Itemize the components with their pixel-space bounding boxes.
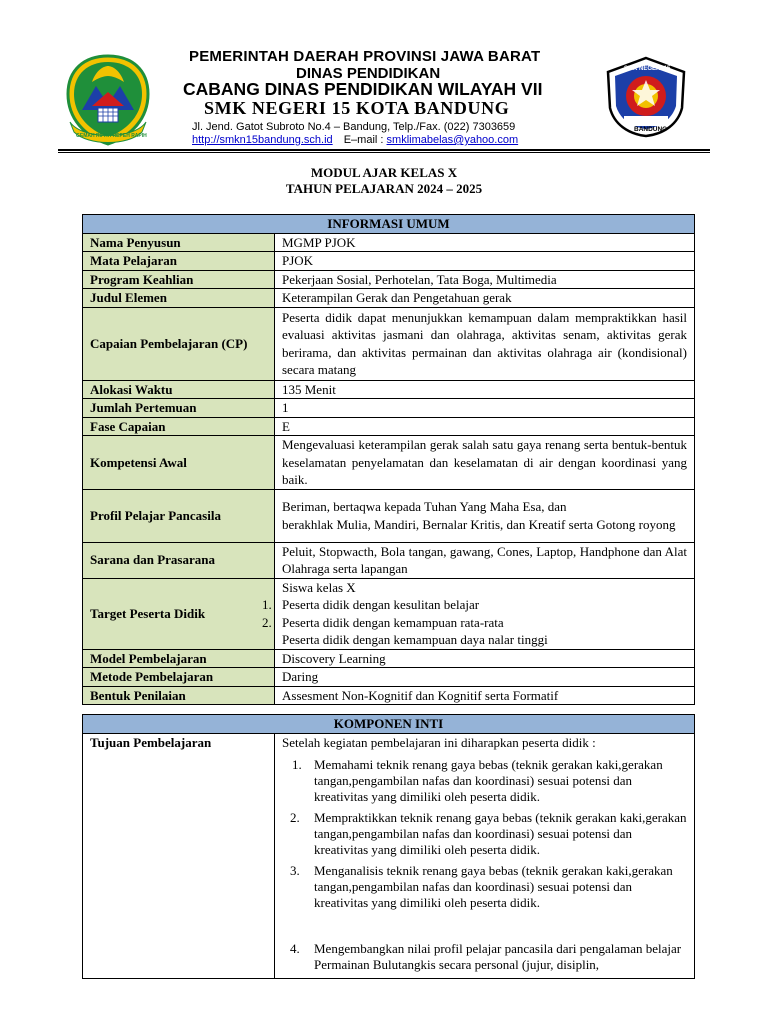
core-component-header: KOMPONEN INTI [83,715,695,734]
right-logo-city-text: BANDUNG [634,126,668,133]
initial-competence-value: Mengevaluasi keterampilan gerak salah satu gaya renang serta bentuk-bentuk keselamatan penyelamatan dan keselamatan di air dengan koordinasi yang baik. [275,436,695,490]
learning-objectives-label: Tujuan Pembelajaran [83,733,275,978]
author-value: MGMP PJOK [275,233,695,252]
list-item [282,941,687,973]
facilities-label: Sarana dan Prasarana [83,542,275,578]
table-header-row [83,715,695,734]
table-row [83,649,695,668]
general-information-table [82,214,695,705]
letterhead-divider-thin [58,152,710,153]
time-allocation-value: 135 Menit [275,380,695,399]
assessment-label: Bentuk Penilaian [83,686,275,705]
table-row [83,307,695,380]
objective-text: Menganalisis teknik renang gaya bebas (teknik gerakan kaki,gerakan tangan,pengambilan nafas dan koordinasi) sesuai potensi dan kreativitas yang dimiliki oleh peserta didik. [314,862,673,910]
list-number: 4. [290,940,300,956]
right-logo-school-text: SMK NEGERI 15 [624,66,671,72]
table-row [83,252,695,271]
table-row [83,733,695,978]
table-row [83,489,695,542]
program-label: Program Keahlian [83,270,275,289]
table-row [83,668,695,687]
element-label: Judul Elemen [83,289,275,308]
table-row [83,578,695,649]
letterhead-department: DINAS PENDIDIKAN [296,65,441,82]
email-link[interactable]: smklimabelas@yahoo.com [386,134,519,146]
phase-value: E [275,417,695,436]
table-row [83,233,695,252]
target-students-line [262,596,687,614]
objective-text: Mengembangkan nilai profil pelajar pancasila dari pengalaman belajar Permainan Bulutangkis secara personal (jujur, disiplin, [314,940,682,972]
table-row [83,380,695,399]
letterhead-divider [58,149,710,151]
learning-objectives-value [275,733,695,978]
pancasila-profile-line1: Beriman, bertaqwa kepada Tuhan Yang Maha Esa, dan [282,499,567,514]
target-students-text: Peserta didik dengan kemampuan rata-rata [282,614,504,630]
list-number: 3. [290,862,300,878]
list-item [282,757,687,805]
meeting-count-value: 1 [275,399,695,418]
document-title [0,165,768,197]
table-row [83,270,695,289]
pancasila-profile-line2: berakhlak Mulia, Mandiri, Bernalar Kritis, dan Kreatif serta Gotong royong [282,516,676,532]
table-row [83,417,695,436]
learning-model-label: Model Pembelajaran [83,649,275,668]
learning-model-value: Discovery Learning [275,649,695,668]
assessment-value: Assesment Non-Kognitif dan Kognitif serta Formatif [275,686,695,705]
author-label: Nama Penyusun [83,233,275,252]
subject-label: Mata Pelajaran [83,252,275,271]
subject-value: PJOK [275,252,695,271]
list-number: 1. [262,597,272,612]
list-number: 2. [262,614,272,630]
table-header-row [83,215,695,234]
title-academic-year: TAHUN PELAJARAN 2024 – 2025 [285,181,483,196]
learning-method-value: Daring [275,668,695,687]
objectives-intro: Setelah kegiatan pembelajaran ini diharapkan peserta didik : [282,734,596,750]
list-number: 2. [290,809,300,825]
letterhead-school-name: SMK NEGERI 15 KOTA BANDUNG [204,98,510,118]
letterhead-address: Jl. Jend. Gatot Subroto No.4 – Bandung, Telp./Fax. (022) 7303659 [192,121,516,133]
general-information-header: INFORMASI UMUM [83,215,695,234]
target-students-line: Siswa kelas X [282,579,356,595]
letterhead-branch: CABANG DINAS PENDIDIKAN WILAYAH VII [183,79,543,99]
target-students-line [262,614,687,632]
target-students-line: Peserta didik dengan kemampuan daya nalar tinggi [282,632,548,647]
pancasila-profile-value [275,489,695,542]
facilities-value: Peluit, Stopwacth, Bola tangan, gawang, Cones, Laptop, Handphone dan Alat Olahraga serta lapangan [275,542,695,578]
objectives-list [282,757,687,973]
meeting-count-label: Jumlah Pertemuan [83,399,275,418]
left-logo-motto: GEMAH RIPAH REPEH RAPIH [76,133,147,139]
list-item [282,810,687,858]
time-allocation-label: Alokasi Waktu [83,380,275,399]
pancasila-profile-label: Profil Pelajar Pancasila [83,489,275,542]
letterhead-contact [192,134,518,146]
initial-competence-label: Kompetensi Awal [83,436,275,490]
email-label: E–mail : [343,134,384,146]
letterhead-government: PEMERINTAH DAERAH PROVINSI JAWA BARAT [189,48,541,65]
phase-label: Fase Capaian [83,417,275,436]
list-number: 1. [292,756,302,772]
objective-text: Mempraktikkan teknik renang gaya bebas (teknik gerakan kaki,gerakan tangan,pengambilan nafas dan koordinasi) sesuai potensi dan kreativitas yang dimiliki oleh peserta didik. [314,809,687,857]
list-item [282,863,687,911]
table-row [83,399,695,418]
objective-text: Memahami teknik renang gaya bebas (teknik gerakan kaki,gerakan tangan,pengambilan nafas dan koordinasi) sesuai potensi dan kreativitas yang dimiliki oleh peserta didik. [314,756,663,804]
target-students-value [262,578,695,649]
program-value: Pekerjaan Sosial, Perhotelan, Tata Boga, Multimedia [275,270,695,289]
table-row [83,289,695,308]
core-component-table [82,714,695,979]
table-row [83,686,695,705]
learning-method-label: Metode Pembelajaran [83,668,275,687]
table-row [83,436,695,490]
title-module: MODUL AJAR KELAS X [310,165,458,180]
letterhead [0,0,768,160]
learning-outcome-value: Peserta didik dapat menunjukkan kemampuan dalam mempraktikkan hasil evaluasi aktivitas jasmani dan olahraga, aktivitas senam, aktivitas gerak berirama, dan aktivitas permainan dan aktivitas olahraga air (kondisional) secara matang [275,307,695,380]
learning-outcome-label: Capaian Pembelajaran (CP) [83,307,275,380]
element-value: Keterampilan Gerak dan Pengetahuan gerak [275,289,695,308]
table-row [83,542,695,578]
target-students-text: Peserta didik dengan kesulitan belajar [282,597,480,612]
website-link[interactable]: http://smkn15bandung.sch.id [192,134,333,146]
target-students-label: Target Peserta Didik [83,578,275,649]
